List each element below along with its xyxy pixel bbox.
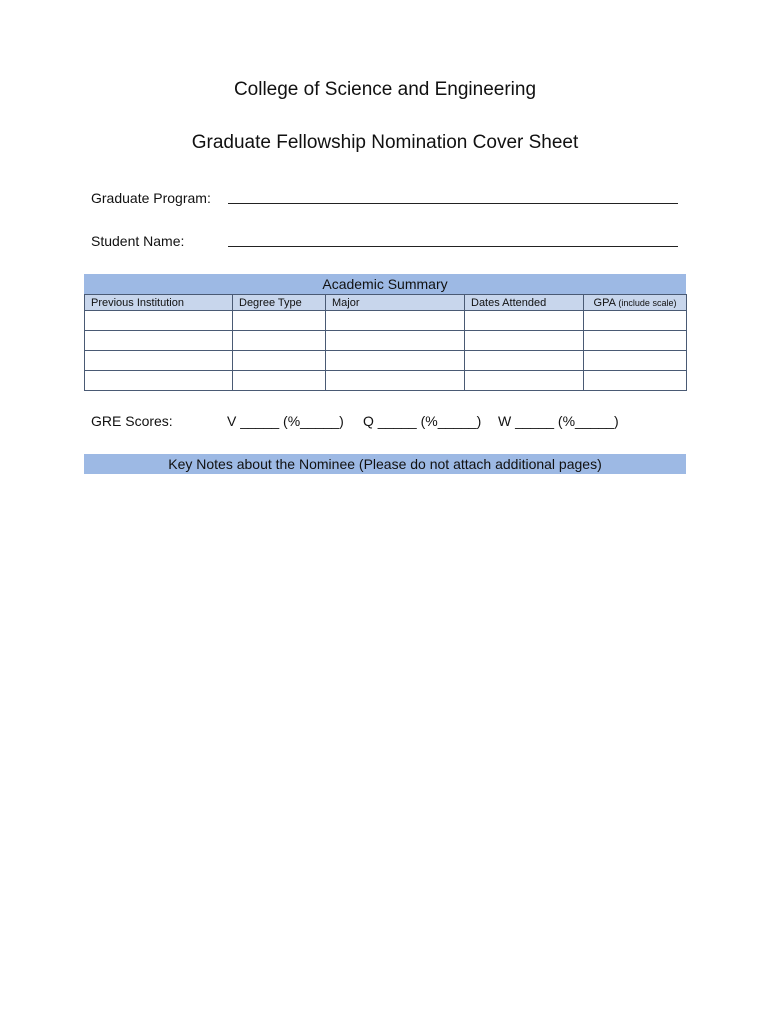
degree-cell[interactable]	[233, 311, 326, 331]
institution-cell[interactable]	[85, 331, 233, 351]
table-row	[85, 311, 687, 331]
degree-cell[interactable]	[233, 331, 326, 351]
college-title: College of Science and Engineering	[233, 79, 537, 100]
dates-cell[interactable]	[465, 371, 584, 391]
gpa-label: GPA	[593, 296, 616, 309]
key-notes-header: Key Notes about the Nominee (Please do not attach additional pages)	[84, 454, 686, 474]
degree-cell[interactable]	[233, 371, 326, 391]
gpa-cell[interactable]	[584, 311, 687, 331]
dates-cell[interactable]	[465, 331, 584, 351]
major-cell[interactable]	[326, 331, 465, 351]
gpa-cell[interactable]	[584, 371, 687, 391]
gpa-cell[interactable]	[584, 351, 687, 371]
student-name-label: Student Name:	[91, 233, 185, 249]
major-cell[interactable]	[326, 351, 465, 371]
table-row	[85, 351, 687, 371]
gpa-cell[interactable]	[584, 331, 687, 351]
gre-writing-field[interactable]: W _____ (%_____)	[498, 413, 619, 429]
academic-summary-header: Academic Summary	[84, 274, 686, 294]
gre-scores-label: GRE Scores:	[91, 413, 173, 429]
academic-summary-table	[84, 294, 687, 391]
gpa-scale-note: (include scale)	[618, 297, 677, 308]
column-header-gpa	[584, 295, 687, 311]
table-row	[85, 371, 687, 391]
institution-cell[interactable]	[85, 351, 233, 371]
gre-quant-field[interactable]: Q _____ (%_____)	[363, 413, 482, 429]
graduate-program-label: Graduate Program:	[91, 190, 211, 206]
column-header-institution: Previous Institution	[85, 295, 233, 311]
gre-verbal-field[interactable]: V _____ (%_____)	[227, 413, 344, 429]
dates-cell[interactable]	[465, 351, 584, 371]
institution-cell[interactable]	[85, 371, 233, 391]
graduate-program-field[interactable]	[228, 203, 678, 204]
page-title: Graduate Fellowship Nomination Cover Sheet	[191, 132, 579, 153]
major-cell[interactable]	[326, 371, 465, 391]
table-row	[85, 331, 687, 351]
dates-cell[interactable]	[465, 311, 584, 331]
institution-cell[interactable]	[85, 311, 233, 331]
table-header-row	[85, 295, 687, 311]
column-header-major: Major	[326, 295, 465, 311]
column-header-dates: Dates Attended	[465, 295, 584, 311]
degree-cell[interactable]	[233, 351, 326, 371]
column-header-degree: Degree Type	[233, 295, 326, 311]
student-name-field[interactable]	[228, 246, 678, 247]
major-cell[interactable]	[326, 311, 465, 331]
